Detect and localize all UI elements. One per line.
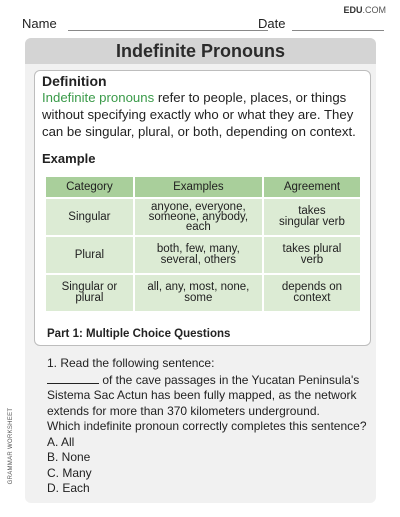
worksheet-panel	[25, 38, 376, 503]
cell-text: Plural	[74, 248, 105, 261]
cell-examples	[135, 237, 262, 273]
cell-examples	[135, 275, 262, 311]
question-sentence-text: of the cave passages in the Yucatan Peninsula's	[99, 372, 360, 387]
question-sentence-line1	[47, 372, 377, 389]
brand-name: EDU	[343, 5, 363, 15]
cell-agreement	[264, 275, 360, 311]
definition-line3: can be singular, plural, or both, depending on context.	[42, 124, 356, 139]
cell-agreement	[264, 237, 360, 273]
cell-text: both, few, many,	[156, 243, 240, 255]
cell-text: depends on	[281, 281, 342, 293]
cell-text: all, any, most, none,	[147, 281, 250, 293]
question-1	[47, 356, 377, 497]
cell-text: some	[184, 292, 213, 304]
brand-suffix: .COM	[362, 5, 386, 15]
name-label: Name	[22, 16, 57, 31]
option-d[interactable]: D. Each	[47, 481, 90, 495]
example-heading: Example	[42, 151, 96, 166]
cell-examples	[135, 199, 262, 235]
question-sentence-line3: extends for more than 370 kilometers underground.	[47, 403, 320, 418]
cell-text: takes	[298, 205, 326, 217]
definition-line1: refer to people, places, or things	[154, 90, 347, 105]
cell-agreement	[264, 199, 360, 235]
definition-heading: Definition	[42, 73, 107, 89]
question-ask: Which indefinite pronoun correctly completes this sentence?	[47, 419, 367, 433]
option-c[interactable]: C. Many	[47, 465, 92, 480]
definition-line2: without specifying exactly who or what they are. They	[42, 107, 354, 122]
side-label-text: GRAMMAR WORKSHEET	[8, 407, 14, 485]
cell-text: verb	[300, 254, 324, 266]
cell-text: each	[185, 221, 211, 233]
definition-text	[42, 89, 360, 140]
cell-text: several, others	[160, 254, 237, 266]
table-row	[46, 275, 360, 311]
name-field-line[interactable]	[68, 30, 268, 31]
cell-text: someone, anybody,	[148, 211, 249, 223]
definition-highlight: Indefinite pronouns	[42, 90, 155, 105]
table-header-row	[46, 177, 360, 197]
table-row	[46, 199, 360, 235]
question-prompt: 1. Read the following sentence:	[47, 356, 215, 370]
table-row	[46, 237, 360, 273]
definition-box	[34, 70, 371, 346]
example-table	[44, 175, 362, 313]
column-header-agreement: Agreement	[264, 177, 360, 197]
cell-text: takes plural	[282, 243, 342, 255]
part1-heading: Part 1: Multiple Choice Questions	[47, 328, 231, 340]
side-label	[6, 408, 16, 488]
name-date-row	[22, 16, 384, 32]
page-title: Indefinite Pronouns	[25, 38, 376, 64]
brand-logo	[343, 5, 386, 15]
cell-text: context	[293, 292, 331, 304]
answer-blank[interactable]	[47, 372, 99, 384]
cell-text: anyone, everyone,	[151, 201, 246, 213]
cell-text: plural	[75, 292, 104, 304]
date-label: Date	[258, 16, 286, 31]
option-b[interactable]: B. None	[47, 450, 91, 464]
cell-text: Singular	[68, 210, 111, 223]
cell-text: singular verb	[279, 216, 345, 228]
cell-category	[46, 199, 133, 235]
date-field-line[interactable]	[292, 30, 384, 31]
cell-text: Singular or	[61, 281, 118, 293]
cell-category	[46, 237, 133, 273]
question-sentence-line2: Sistema Sac Actun has been fully mapped, as the network	[47, 388, 357, 402]
cell-category	[46, 275, 133, 311]
column-header-category: Category	[46, 177, 133, 197]
option-a[interactable]: A. All	[47, 434, 75, 449]
column-header-examples: Examples	[135, 177, 262, 197]
